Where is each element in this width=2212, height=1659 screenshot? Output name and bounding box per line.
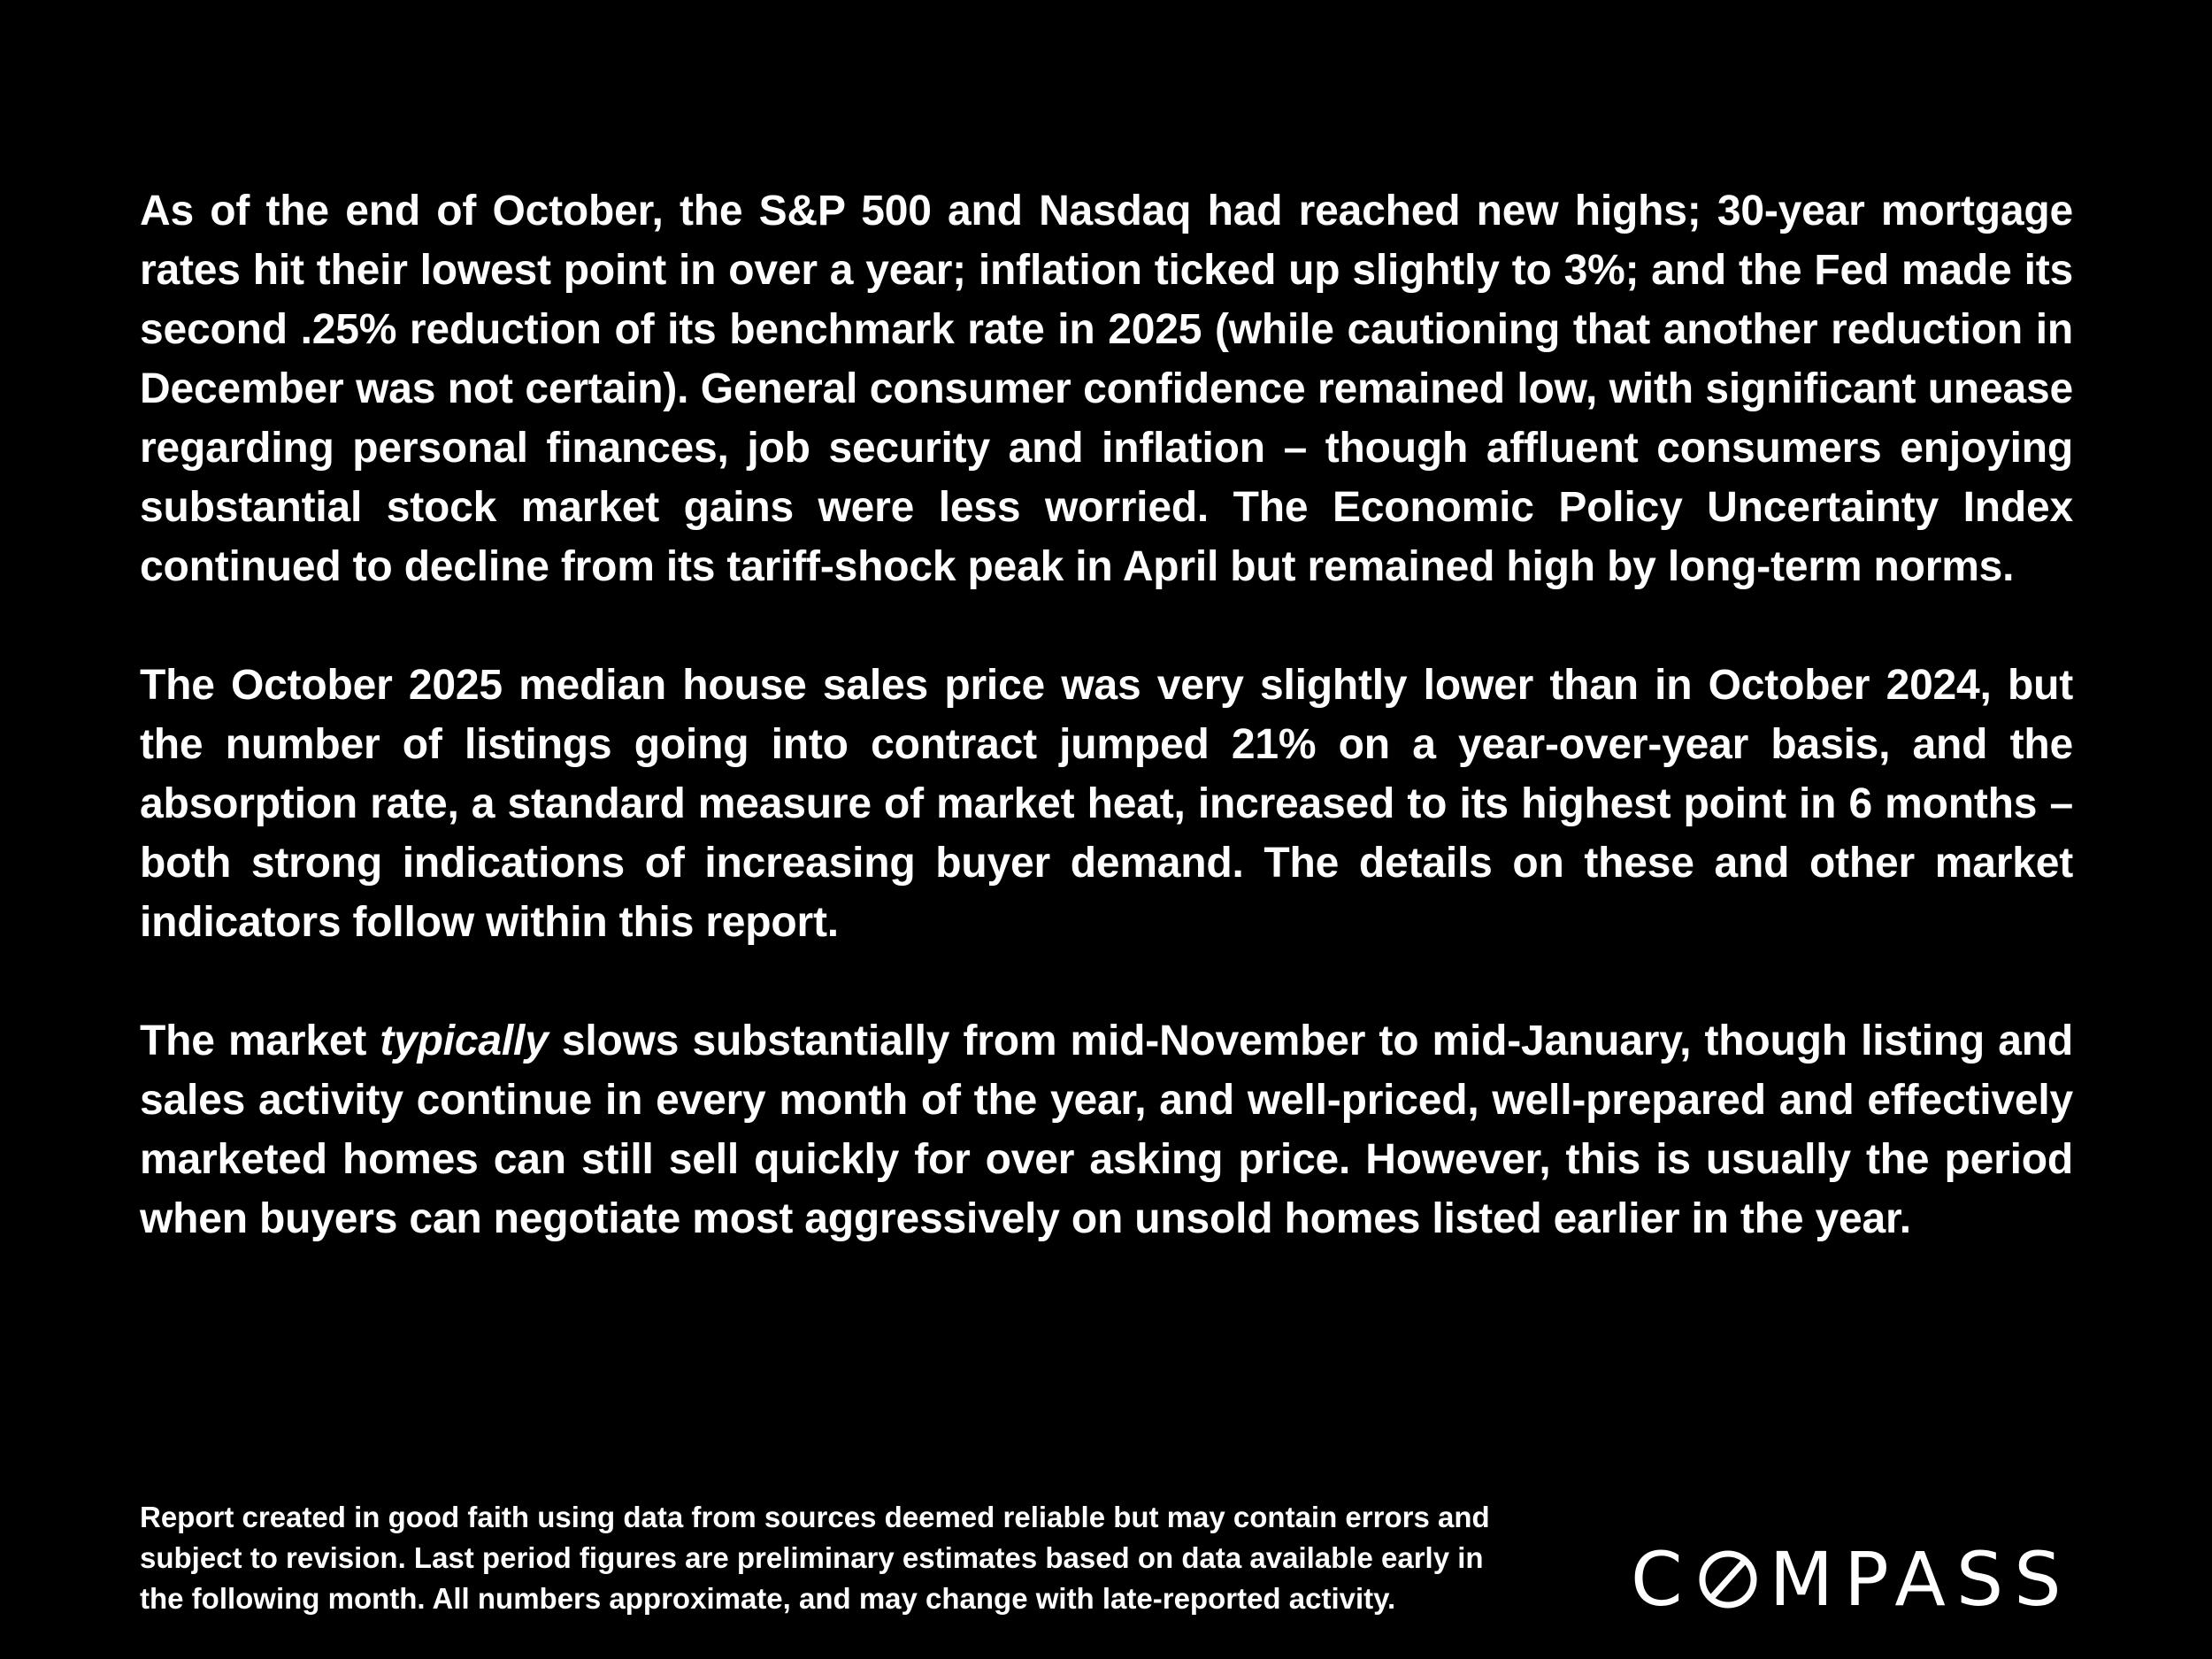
emphasis-typically: typically (380, 1018, 549, 1064)
paragraph-market-overview: As of the end of October, the S&P 500 and Nasdaq had reached new highs; 30-year mortgage rates hit their lowest point in over a year; inflation ticked up slightly to 3%; and the Fed made its second .25% reduction of its benchmark rate in 2025 (while cautioning that another reduction in December was not certain). General consumer confidence remained low, with significant unease regarding personal finances, job security and inflation – though affluent consumers enjoying substantial stock market gains were less worried. The Economic Policy Uncertainty Index continued to decline from its tariff-shock peak in April but remained high by long-term norms. (140, 188, 2073, 590)
paragraph-seasonal-note-start: The market (140, 1018, 380, 1064)
paragraph-seasonal-note (140, 1011, 2073, 1248)
logo-letters-mpass: MPASS (1769, 1536, 2072, 1623)
report-body (140, 181, 2073, 1248)
compass-logo-wordmark (1631, 1536, 2072, 1623)
compass-logo (1631, 1536, 2100, 1623)
paragraph-october-results: The October 2025 median house sales price was very slightly lower than in October 2024, but the number of listings going into contract jumped 21% on a year-over-year basis, and the absorption rate, a standard measure of market heat, increased to its highest point in 6 months – both strong indications of increasing buyer demand. The details on these and other market indicators follow within this report. (140, 662, 2073, 946)
disclaimer-text: Report created in good faith using data from sources deemed reliable but may contain errors and subject to revision. Last period figures are preliminary estimates based on data available early in the following month. All numbers approximate, and may change with late-reported activity. (140, 1501, 1490, 1615)
compass-o-icon (1697, 1548, 1759, 1610)
logo-letter-c: C (1631, 1536, 1694, 1623)
paragraph-seasonal-note-end: slows substantially from mid-November to mid-January, though listing and sales activity continue in every month of the year, and well-priced, well-prepared and effectively marketed homes can still sell quickly for over asking price. However, this is usually the period when buyers can negotiate most aggressively on unsold homes listed earlier in the year. (140, 1018, 2073, 1242)
